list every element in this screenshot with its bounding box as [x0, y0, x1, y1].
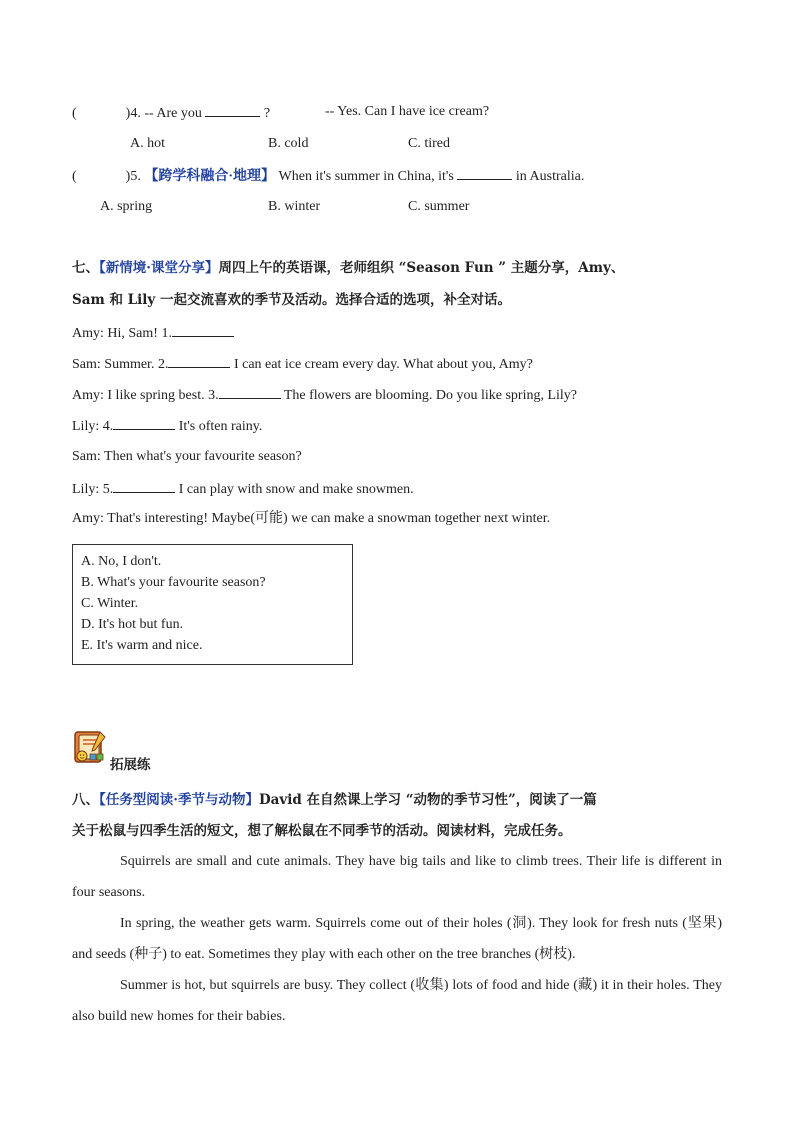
section7-tag: 【新情境·课堂分享】 — [99, 260, 219, 276]
dialog-text: Amy: Hi, Sam! 1. — [72, 326, 172, 341]
q5-number: )5. — [125, 169, 141, 184]
section8-tag: 【任务型阅读·季节与动物】 — [99, 792, 259, 808]
q5-option-b: B. winter — [268, 199, 321, 214]
dialog-line: Sam: Then what's your favourite season? — [72, 449, 302, 464]
dialog-line — [72, 354, 533, 374]
section7-number: 七、 — [72, 260, 99, 276]
q5-option-a: A. spring — [100, 199, 153, 214]
paragraph: In spring, the weather gets warm. Squirrels come out of their holes (洞). They look for fresh nuts (坚果) and seeds (种子) to eat. Sometimes they play with each other on the tree branches (树枝). — [72, 916, 722, 962]
q4-blank[interactable] — [205, 103, 260, 117]
q4-question: -- Are you — [144, 106, 202, 121]
dialog-line — [72, 416, 262, 436]
dialog-blank-2[interactable] — [168, 354, 230, 368]
q5-paren-open: ( — [72, 169, 77, 184]
q5-tag: 【跨学科融合·地理】 — [144, 169, 276, 184]
dialog-text: Lily: 4. — [72, 419, 114, 434]
section8-intro-2: 关于松鼠与四季生活的短文，想了解松鼠在不同季节的活动。阅读材料，完成任务。 — [72, 823, 572, 839]
q5-text: When it's summer in China, it's — [278, 169, 454, 184]
options-box — [72, 544, 353, 665]
section7-intro: 周四上午的英语课，老师组织 “Season Fun ” 主题分享，Amy、 — [218, 260, 625, 276]
q5-row — [72, 166, 584, 186]
q4-option-c: C. tired — [408, 136, 450, 151]
q5-text-after: in Australia. — [515, 169, 585, 184]
dialog-blank-3[interactable] — [219, 385, 281, 399]
option-d: D. It's hot but fun. — [81, 617, 184, 632]
dialog-line — [72, 323, 234, 343]
dialog-blank-4[interactable] — [113, 416, 175, 430]
section7-heading — [72, 259, 624, 277]
dialog-line: Amy: That's interesting! Maybe(可能) we can make a snowman together next winter. — [72, 511, 551, 526]
option-e: E. It's warm and nice. — [81, 638, 203, 653]
q4-qmark: ? — [263, 106, 271, 121]
section8-number: 八、 — [72, 792, 99, 808]
dialog-text: Lily: 5. — [72, 482, 114, 497]
section8-intro: David 在自然课上学习 “动物的季节习性”，阅读了一篇 — [258, 792, 597, 808]
q4-option-b: B. cold — [268, 136, 309, 151]
dialog-text: I can play with snow and make snowmen. — [175, 482, 414, 497]
q5-blank[interactable] — [457, 166, 512, 180]
dialog-blank-1[interactable] — [172, 323, 234, 337]
q5-option-c: C. summer — [408, 199, 470, 214]
q4-option-a: A. hot — [130, 136, 165, 151]
q4-paren-open: ( — [72, 106, 77, 121]
option-c: C. Winter. — [81, 596, 139, 611]
dialog-line — [72, 479, 414, 499]
dialog-text: Amy: I like spring best. 3. — [72, 388, 219, 403]
extension-label: 拓展练 — [110, 757, 151, 773]
reading-passage — [72, 846, 722, 1032]
dialog-text: It's often rainy. — [175, 419, 263, 434]
q4-number: )4. — [125, 106, 141, 121]
option-b: B. What's your favourite season? — [81, 575, 266, 590]
section8-heading — [72, 791, 597, 809]
paragraph: Squirrels are small and cute animals. They have big tails and like to climb trees. Their life is different in four seasons. — [72, 854, 722, 900]
option-a: A. No, I don't. — [81, 554, 162, 569]
paragraph: Summer is hot, but squirrels are busy. They collect (收集) lots of food and hide (藏) it in their holes. They also build new homes for their babies. — [72, 978, 722, 1024]
dialog-line — [72, 385, 577, 405]
q4-answer: -- Yes. Can I have ice cream? — [325, 104, 490, 119]
dialog-blank-5[interactable] — [113, 479, 175, 493]
q4-row — [72, 103, 270, 123]
dialog-text: Sam: Summer. 2. — [72, 357, 169, 372]
notebook-icon — [73, 730, 107, 766]
dialog-text: I can eat ice cream every day. What about you, Amy? — [230, 357, 533, 372]
section7-intro-2: Sam 和 Lily 一起交流喜欢的季节及活动。选择合适的选项，补全对话。 — [72, 292, 511, 308]
dialog-text: The flowers are blooming. Do you like spring, Lily? — [280, 388, 578, 403]
